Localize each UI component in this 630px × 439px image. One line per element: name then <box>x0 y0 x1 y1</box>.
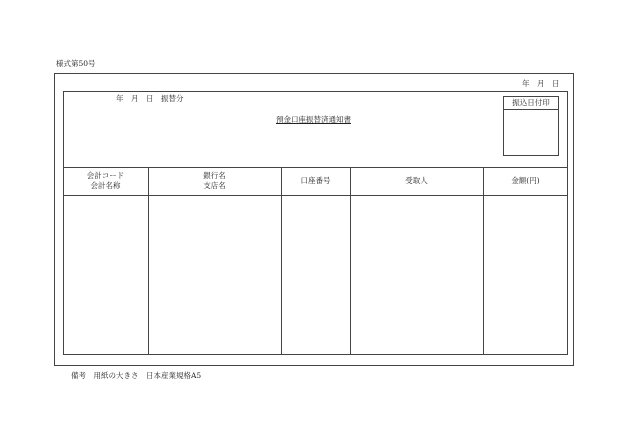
table-cell-payee[interactable] <box>351 196 483 354</box>
header-amount: 金額(円) <box>511 176 540 185</box>
header-bank-name: 銀行名 支店名 <box>203 171 226 190</box>
table-cell-bank-name[interactable] <box>149 196 281 354</box>
paper-size-note: 備考 用紙の大きさ 日本産業規格A5 <box>71 371 202 380</box>
form-number: 様式第50号 <box>56 59 96 68</box>
document-title: 預金口座振替済通知書 <box>276 115 351 124</box>
header-payee: 受取人 <box>405 176 428 185</box>
table-top-rule <box>63 167 568 168</box>
header-account-code: 会計コード 会計名称 <box>86 171 125 190</box>
issue-date-label: 年 月 日 <box>522 79 560 88</box>
table-cell-account-code[interactable] <box>64 196 148 354</box>
stamp-label: 振込日付印 <box>504 97 558 110</box>
transfer-date-stamp-box <box>503 96 559 156</box>
table-cell-account-number[interactable] <box>282 196 350 354</box>
table-cell-amount[interactable] <box>484 196 567 354</box>
header-account-number: 口座番号 <box>300 176 331 185</box>
transfer-date-label: 年 月 日 振替分 <box>116 94 184 103</box>
